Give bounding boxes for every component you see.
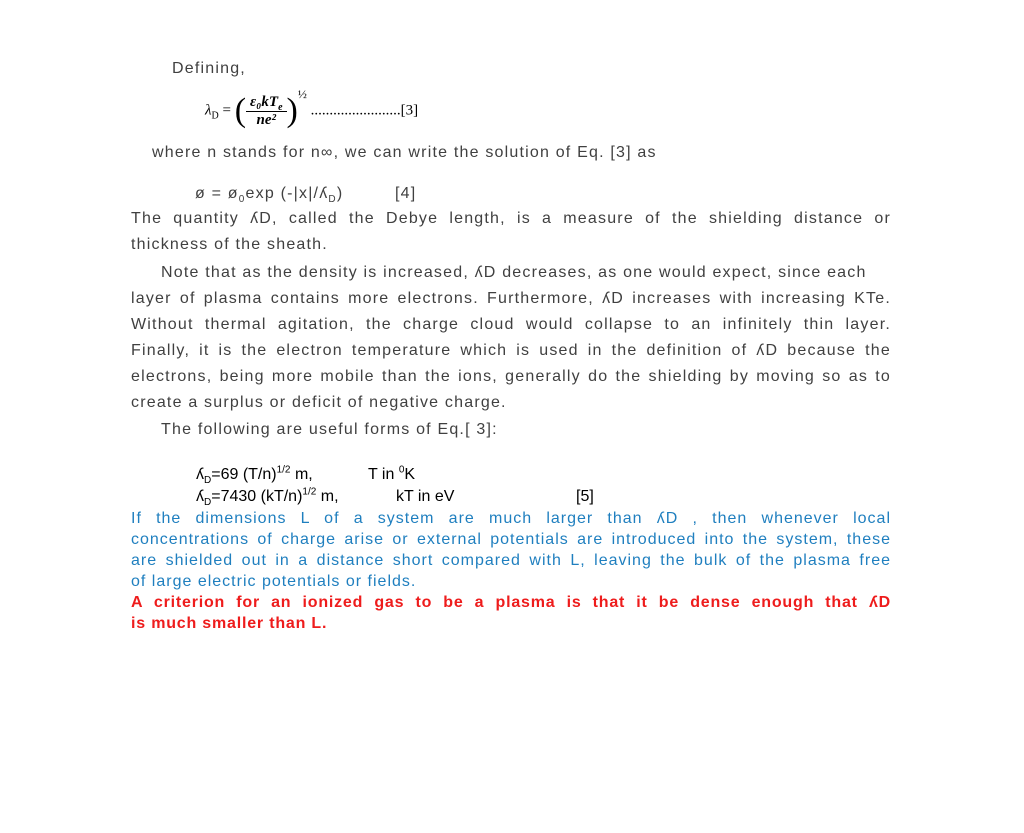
form1-unit: m, (290, 466, 313, 483)
blue-line-2: concentrations of charge arise or external potentials are introduced into the system, these (131, 531, 891, 548)
eq4-label: [4] (395, 185, 417, 202)
form-2 (196, 486, 594, 509)
note-line-1: Note that as the density is increased, ʎD decreases, as one would expect, since each (161, 264, 867, 281)
blue-line-1: If the dimensions L of a system are much larger than ʎD , then whenever local (131, 510, 891, 527)
note-line-3: Without thermal agitation, the charge cloud would collapse to an infinitely thin layer. (131, 316, 891, 333)
form1-sub: D (204, 475, 212, 487)
blue-line-4: of large electric potentials or fields. (131, 573, 417, 590)
red-criterion-line-2: is much smaller than L. (131, 615, 328, 632)
defining-label: Defining, (172, 60, 246, 77)
equation-number-3: ........................[3] (310, 102, 419, 119)
eq4-rhs: exp (-|x|/ʎ (245, 185, 329, 202)
quantity-line-1: The quantity ʎD, called the Debye length, is a measure of the shielding distance or (131, 210, 891, 227)
form1-lambda: ʎ (196, 466, 204, 483)
debye-length-equation: $\lambda_D$ = ( $\frac{\varepsilon_0kT_e}{\text{ne²}}$ )$^{\frac{1}{2}}$ ........................[3] (205, 87, 419, 129)
form2-lambda: ʎ (196, 488, 204, 505)
where-line: where n stands for n∞, we can write the solution of Eq. [3] as (152, 144, 657, 161)
quantity-line-2: thickness of the sheath. (131, 236, 328, 253)
denominator: ne² (256, 111, 277, 128)
red-criterion-line-1: A criterion for an ionized gas to be a plasma is that it be dense enough that ʎD (131, 594, 891, 611)
form2-expr: =7430 (kT/n) (211, 488, 303, 505)
eq4-close: ) (336, 185, 344, 202)
form1-units (368, 466, 415, 484)
form1-sup: 1/2 (276, 464, 291, 476)
numerator: ε₀kT (250, 93, 279, 110)
form1-kelvin: K (404, 466, 416, 483)
form1-units-text: T in (368, 466, 399, 483)
form2-units: kT in eV (396, 488, 455, 505)
note-line-5: electrons, being more mobile than the ions, generally do the shielding by moving so as to (131, 368, 891, 385)
eq4-lhs: ø = ø (195, 185, 239, 202)
form2-sup: 1/2 (302, 486, 317, 498)
equation-4 (195, 185, 417, 206)
useful-forms-heading: The following are useful forms of Eq.[ 3]: (161, 421, 498, 438)
eq4-sub0: 0 (238, 194, 246, 206)
blue-line-3: are shielded out in a distance short compared with L, leaving the bulk of the plasma free (131, 552, 891, 569)
note-line-2: layer of plasma contains more electrons. Furthermore, ʎD increases with increasing KTe. (131, 290, 891, 307)
fraction (246, 94, 287, 129)
equals-sign: = (222, 102, 231, 119)
lambda-subscript: D (211, 110, 219, 122)
numerator-subscript: e (278, 101, 283, 113)
note-line-4: Finally, it is the electron temperature which is used in the definition of ʎD because the (131, 342, 891, 359)
exponent: ½ (297, 87, 307, 102)
form1-expr: =69 (T/n) (211, 466, 277, 483)
note-line-6: create a surplus or deficit of negative charge. (131, 394, 507, 411)
form1-degree: 0 (398, 464, 405, 476)
form2-sub: D (204, 497, 212, 509)
lambda-symbol: λ (205, 102, 212, 119)
form-1 (196, 464, 416, 487)
equation-number-5: [5] (576, 488, 594, 505)
form2-unit: m, (316, 488, 339, 505)
eq4-subD: D (328, 194, 337, 206)
